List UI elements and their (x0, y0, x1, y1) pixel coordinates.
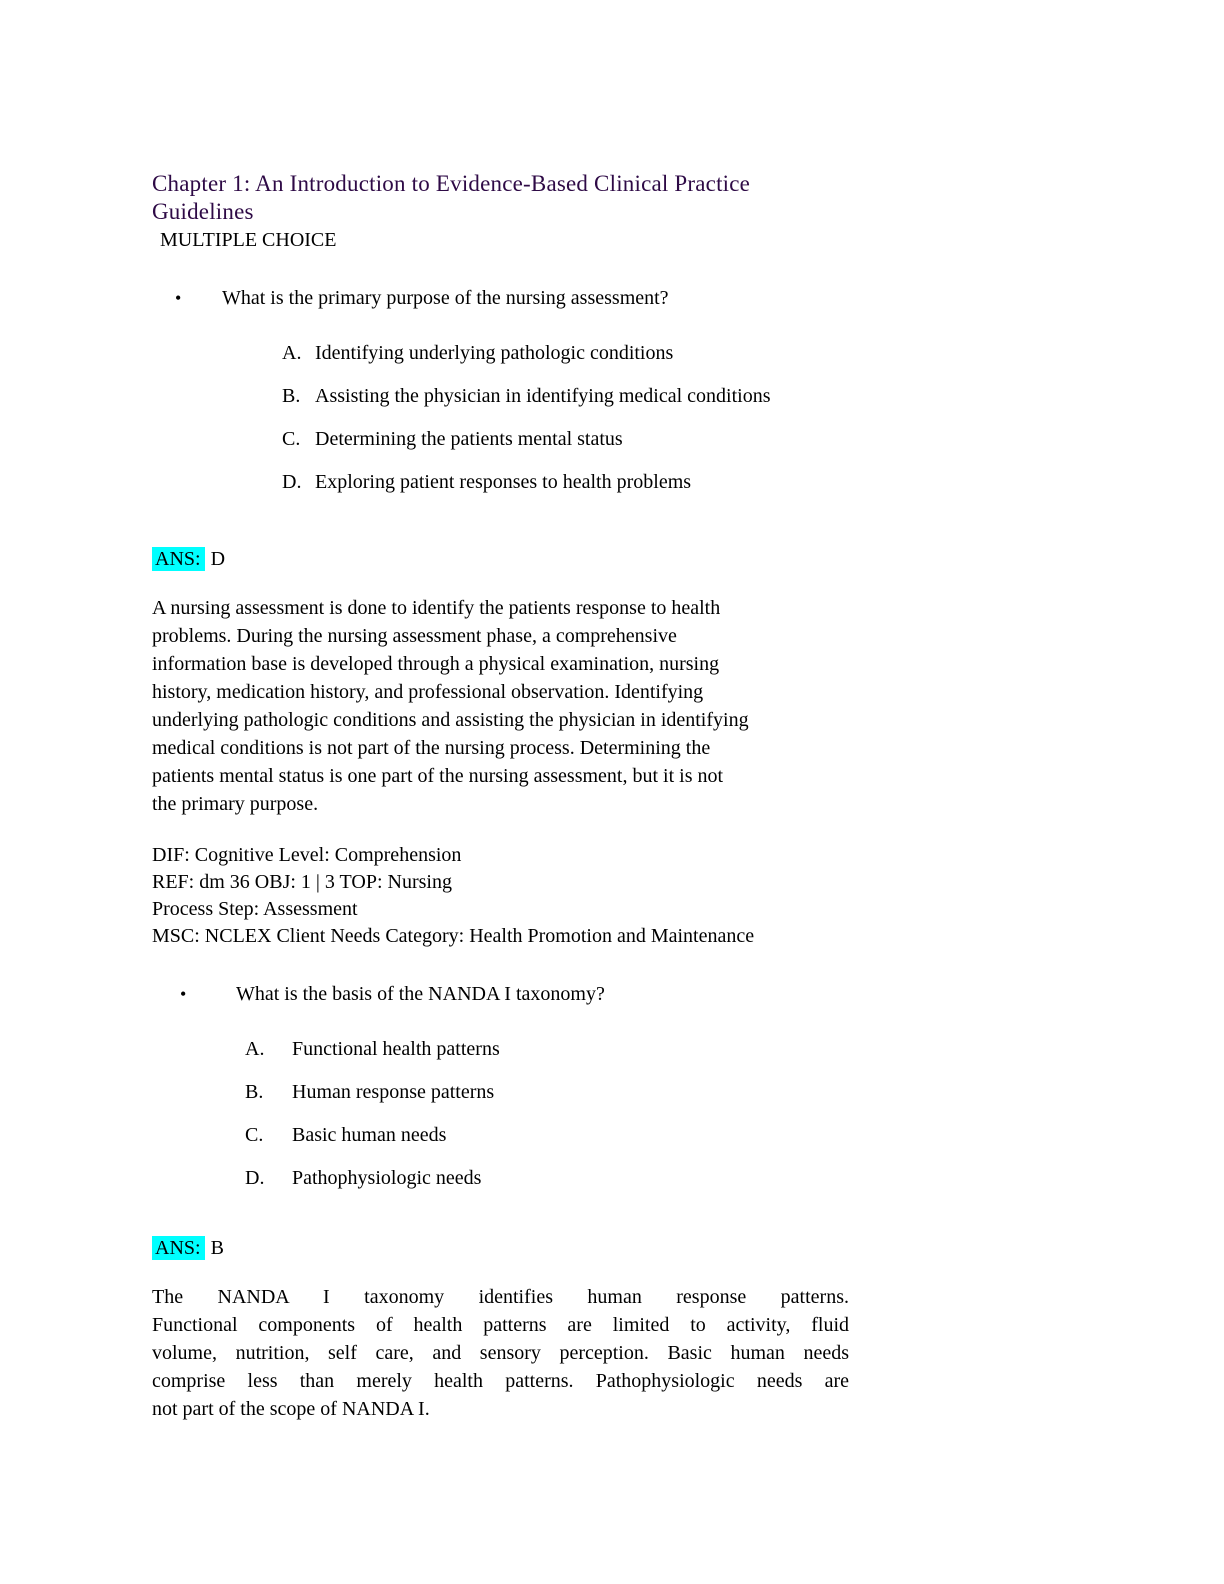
text-line: history, medication history, and professional observation. Identifying (152, 681, 704, 703)
option-row-d (245, 1166, 849, 1190)
options-list (152, 341, 849, 494)
text-line: DIF: Cognitive Level: Comprehension (152, 844, 462, 866)
answer-line (152, 546, 849, 572)
option-letter: D. (282, 471, 302, 493)
text-line: volume, nutrition, self care, and sensory perception. Basic human needs (152, 1342, 849, 1364)
question-stem-row (152, 286, 849, 310)
document-title: Chapter 1: An Introduction to Evidence-Based Clinical Practice Guidelines (152, 171, 751, 224)
option-text: Identifying underlying pathologic conditions (315, 342, 674, 364)
options-list (152, 1037, 849, 1190)
text-line: REF: dm 36 OBJ: 1 | 3 TOP: Nursing (152, 871, 452, 893)
text-line: The NANDA I taxonomy identifies human response patterns. (152, 1286, 849, 1308)
answer-letter: D (210, 548, 226, 570)
option-row-c (245, 1123, 849, 1147)
option-text: Human response patterns (292, 1081, 495, 1103)
option-letter: A. (245, 1038, 265, 1060)
bullet-icon: • (180, 984, 187, 1004)
answer-label-highlight: ANS: (152, 547, 205, 571)
option-text: Assisting the physician in identifying medical conditions (315, 385, 771, 407)
option-row-d (282, 470, 849, 494)
option-letter: A. (282, 342, 302, 364)
text-line: comprise less than merely health patterns. Pathophysiologic needs are (152, 1370, 849, 1392)
option-text: Pathophysiologic needs (292, 1167, 482, 1189)
text-line: the primary purpose. (152, 793, 319, 815)
question-stem: What is the primary purpose of the nursing assessment? (222, 287, 669, 309)
option-row-b (282, 384, 849, 408)
question-item-1 (152, 286, 849, 950)
bullet-icon: • (175, 288, 182, 308)
option-letter: C. (245, 1124, 264, 1146)
option-text: Exploring patient responses to health problems (315, 471, 692, 493)
text-line: Functional components of health patterns are limited to activity, fluid (152, 1314, 849, 1336)
text-line: A nursing assessment is done to identify the patients response to health (152, 597, 721, 619)
text-line: patients mental status is one part of the nursing assessment, but it is not (152, 765, 724, 787)
text-line: problems. During the nursing assessment phase, a comprehensive (152, 625, 677, 647)
text-line: MSC: NCLEX Client Needs Category: Health Promotion and Maintenance (152, 925, 755, 947)
answer-label-highlight: ANS: (152, 1236, 205, 1260)
option-row-a (245, 1037, 849, 1061)
text-line: information base is developed through a physical examination, nursing (152, 653, 720, 675)
option-letter: D. (245, 1167, 265, 1189)
answer-line (152, 1235, 849, 1261)
option-text: Determining the patients mental status (315, 428, 623, 450)
question-stem-row (152, 982, 849, 1006)
section-heading: MULTIPLE CHOICE (160, 229, 337, 251)
rationale-paragraph (152, 1283, 849, 1423)
option-letter: B. (282, 385, 301, 407)
option-letter: C. (282, 428, 301, 450)
option-text: Basic human needs (292, 1124, 447, 1146)
rationale-paragraph (152, 594, 849, 818)
text-line: underlying pathologic conditions and assisting the physician in identifying (152, 709, 749, 731)
option-text: Functional health patterns (292, 1038, 500, 1060)
text-line: Process Step: Assessment (152, 898, 358, 920)
answer-letter: B (210, 1237, 224, 1259)
option-row-a (282, 341, 849, 365)
text-line: medical conditions is not part of the nursing process. Determining the (152, 737, 711, 759)
question-item-2 (152, 982, 849, 1423)
text-line: not part of the scope of NANDA I. (152, 1398, 430, 1420)
question-metadata-block (152, 842, 849, 950)
option-row-c (282, 427, 849, 451)
question-stem: What is the basis of the NANDA I taxonomy? (236, 983, 605, 1005)
option-letter: B. (245, 1081, 264, 1103)
option-row-b (245, 1080, 849, 1104)
